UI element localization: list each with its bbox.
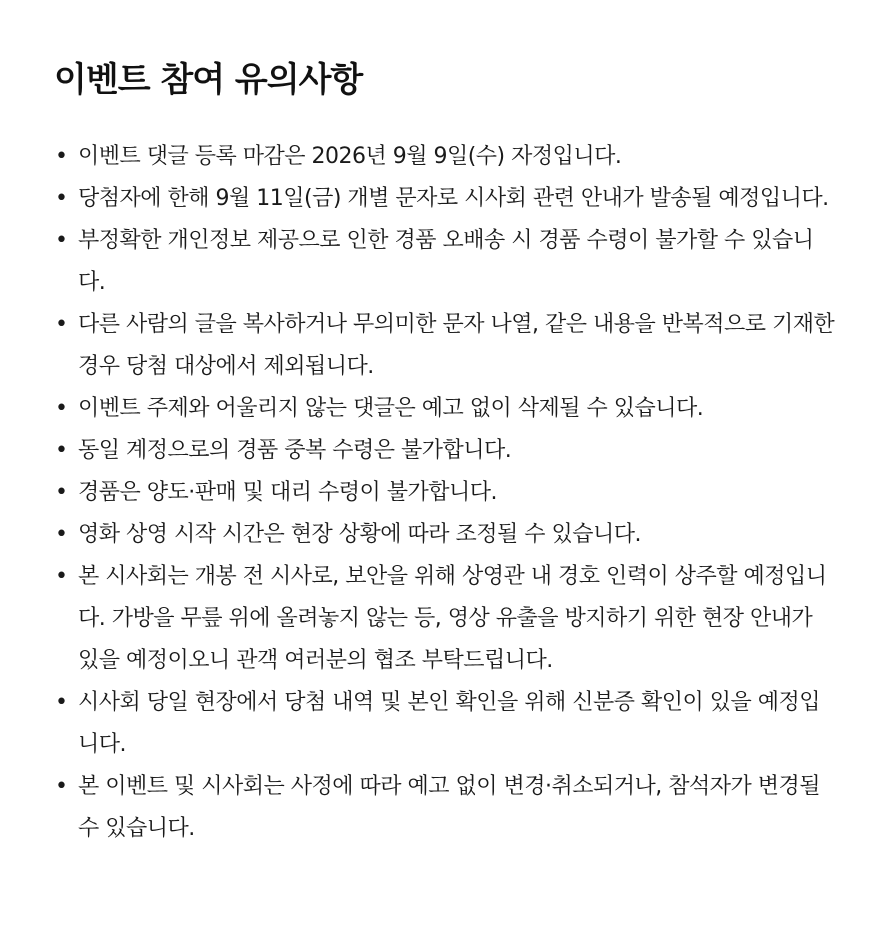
list-item bbox=[54, 766, 838, 850]
bullet-icon: • bbox=[55, 774, 68, 799]
bullet-icon: • bbox=[55, 564, 68, 589]
list-item bbox=[54, 304, 838, 388]
notice-title: 이벤트 참여 유의사항 bbox=[54, 60, 363, 100]
list-item-text: 본 이벤트 및 시사회는 사정에 따라 예고 없이 변경·취소되거나, 참석자가 변경될 수 있습니다. bbox=[78, 774, 820, 841]
list-item-text: 당첨자에 한해 9월 11일(금) 개별 문자로 시사회 관련 안내가 발송될 예정입니다. bbox=[78, 186, 829, 211]
bullet-icon: • bbox=[55, 690, 68, 715]
bullet-icon: • bbox=[55, 144, 68, 169]
bullet-icon: • bbox=[55, 312, 68, 337]
bullet-icon: • bbox=[55, 438, 68, 463]
list-item-text: 본 시사회는 개봉 전 시사로, 보안을 위해 상영관 내 경호 인력이 상주할 예정입니다. 가방을 무릎 위에 올려놓지 않는 등, 영상 유출을 방지하기 위한 현장 안내가 있을 예정이오니 관객 여러분의 협조 부탁드립니다. bbox=[78, 564, 827, 673]
list-item bbox=[54, 388, 838, 430]
list-item-text: 이벤트 댓글 등록 마감은 2026년 9월 9일(수) 자정입니다. bbox=[78, 144, 622, 169]
notice-list bbox=[54, 136, 838, 850]
bullet-icon: • bbox=[55, 186, 68, 211]
list-item bbox=[54, 178, 838, 220]
list-item-text: 이벤트 주제와 어울리지 않는 댓글은 예고 없이 삭제될 수 있습니다. bbox=[78, 396, 704, 421]
list-item bbox=[54, 556, 838, 682]
list-item-text: 경품은 양도·판매 및 대리 수령이 불가합니다. bbox=[78, 480, 497, 505]
bullet-icon: • bbox=[55, 480, 68, 505]
list-item-text: 시사회 당일 현장에서 당첨 내역 및 본인 확인을 위해 신분증 확인이 있을 예정입니다. bbox=[78, 690, 820, 757]
list-item bbox=[54, 682, 838, 766]
list-item-text: 동일 계정으로의 경품 중복 수령은 불가합니다. bbox=[78, 438, 512, 463]
list-item bbox=[54, 136, 838, 178]
bullet-icon: • bbox=[55, 522, 68, 547]
list-item-text: 영화 상영 시작 시간은 현장 상황에 따라 조정될 수 있습니다. bbox=[78, 522, 641, 547]
list-item bbox=[54, 514, 838, 556]
list-item bbox=[54, 220, 838, 304]
list-item-text: 부정확한 개인정보 제공으로 인한 경품 오배송 시 경품 수령이 불가할 수 있습니다. bbox=[78, 228, 814, 295]
bullet-icon: • bbox=[55, 396, 68, 421]
list-item-text: 다른 사람의 글을 복사하거나 무의미한 문자 나열, 같은 내용을 반복적으로 기재한 경우 당첨 대상에서 제외됩니다. bbox=[78, 312, 835, 379]
bullet-icon: • bbox=[55, 228, 68, 253]
list-item bbox=[54, 430, 838, 472]
list-item bbox=[54, 472, 838, 514]
